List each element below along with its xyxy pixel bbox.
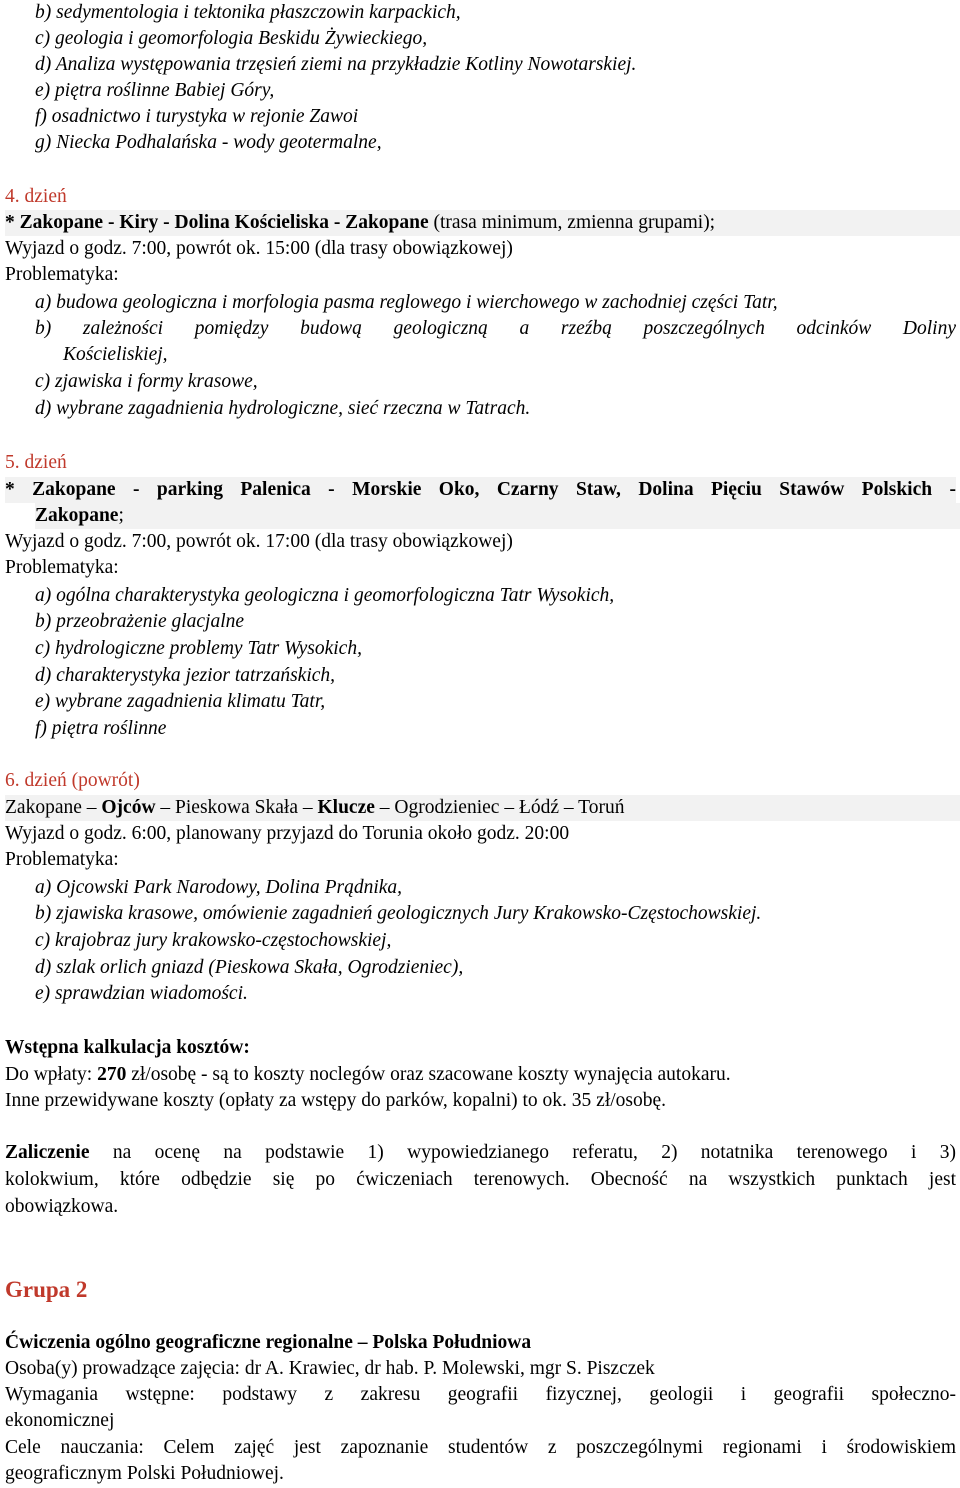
route-stop-bold: Ojców: [101, 797, 156, 818]
departure-text: Wyjazd o godz. 7:00, powrót ok. 17:00 (dla trasy obowiązkowej): [5, 531, 513, 552]
departure-text: Wyjazd o godz. 6:00, planowany przyjazd do Torunia około godz. 20:00: [5, 823, 570, 844]
costs-text: Do wpłaty:: [5, 1064, 98, 1085]
list-item: d) Analiza występowania trzęsień ziemi na przykładzie Kotliny Nowotarskiej.: [35, 54, 637, 75]
list-item: b) przeobrażenie glacjalne: [35, 611, 245, 632]
list-item: d) charakterystyka jezior tatrzańskich,: [35, 665, 336, 686]
list-item: f) osadnictwo i turystyka w rejonie Zawoi: [35, 106, 359, 127]
course-title: Ćwiczenia ogólno geograficzne regionalne – Polska Południowa: [5, 1332, 532, 1353]
list-item: c) geologia i geomorfologia Beskidu Żywieckiego,: [35, 28, 428, 49]
route-line-continuation: [35, 503, 960, 529]
route-line: [5, 795, 960, 821]
list-item: f) piętra roślinne: [35, 718, 167, 739]
problem-label: Problematyka:: [5, 849, 119, 870]
credit-paragraph: obowiązkowa.: [5, 1196, 119, 1217]
route-stop-bold: Klucze: [317, 797, 375, 818]
costs-text: zł/osobę - są to koszty noclegów oraz szacowane koszty wynajęcia autokaru.: [126, 1064, 731, 1085]
credit-paragraph: kolokwium, które odbędzie się po ćwiczeniach terenowych. Obecność na wszystkich punktach jest: [5, 1169, 956, 1190]
route-part: – Ogrodzieniec – Łódź – Toruń: [374, 797, 625, 818]
list-item: a) budowa geologiczna i morfologia pasma reglowego i wierchowego w zachodniej części Tatr,: [35, 292, 778, 313]
list-item: c) zjawiska i formy krasowe,: [35, 371, 258, 392]
costs-heading: Wstępna kalkulacja kosztów:: [5, 1037, 250, 1058]
list-item: c) hydrologiczne problemy Tatr Wysokich,: [35, 638, 362, 659]
list-item: g) Niecka Podhalańska - wody geotermalne,: [35, 132, 382, 153]
list-item: d) szlak orlich gniazd (Pieskowa Skała, Ogrodzieniec),: [35, 957, 464, 978]
day-heading: 4. dzień: [5, 186, 67, 207]
list-item: e) piętra roślinne Babiej Góry,: [35, 80, 275, 101]
list-item: d) wybrane zagadnienia hydrologiczne, sieć rzeczna w Tatrach.: [35, 398, 531, 419]
day-heading: 6. dzień (powrót): [5, 770, 140, 791]
route-punctuation: ;: [118, 505, 124, 526]
route-bold: * Zakopane - Kiry - Dolina Kościeliska - Zakopane: [5, 212, 429, 233]
problem-label: Problematyka:: [5, 264, 119, 285]
costs-line: [5, 1062, 731, 1088]
credit-paragraph: [5, 1140, 956, 1166]
instructors: Osoba(y) prowadzące zajęcia: dr A. Krawiec, dr hab. P. Molewski, mgr S. Piszczek: [5, 1358, 655, 1379]
route-line: * Zakopane - parking Palenica - Morskie Oko, Czarny Staw, Dolina Pięciu Stawów Polskich -: [5, 477, 956, 503]
route-bold: Zakopane: [35, 505, 119, 526]
goals: Cele nauczania: Celem zajęć jest zapoznanie studentów z poszczególnymi regionami i środowiskiem: [5, 1437, 956, 1458]
list-item: b) zależności pomiędzy budową geologiczną a rzeźbą poszczególnych odcinków Doliny: [35, 318, 956, 339]
list-item: a) Ojcowski Park Narodowy, Dolina Prądnika,: [35, 877, 403, 898]
costs-amount: 270: [97, 1064, 127, 1085]
requirements: Wymagania wstępne: podstawy z zakresu geografii fizycznej, geologii i geografii społeczno-: [5, 1384, 956, 1405]
credit-text: na ocenę na podstawie 1) wypowiedzianego referatu, 2) notatnika terenowego i 3): [89, 1142, 956, 1163]
route-note: (trasa minimum, zmienna grupami);: [428, 212, 716, 233]
list-item: b) zjawiska krasowe, omówienie zagadnień geologicznych Jury Krakowsko-Częstochowskiej.: [35, 903, 762, 924]
credit-bold: Zaliczenie: [5, 1142, 90, 1163]
departure-text: Wyjazd o godz. 7:00, powrót ok. 15:00 (dla trasy obowiązkowej): [5, 238, 513, 259]
route-line: [5, 210, 960, 236]
list-item: e) wybrane zagadnienia klimatu Tatr,: [35, 691, 326, 712]
requirements-continuation: ekonomicznej: [5, 1410, 115, 1431]
list-item: e) sprawdzian wiadomości.: [35, 983, 248, 1004]
list-item: a) ogólna charakterystyka geologiczna i geomorfologiczna Tatr Wysokich,: [35, 585, 615, 606]
list-item: b) sedymentologia i tektonika płaszczowin karpackich,: [35, 2, 461, 23]
route-part: – Pieskowa Skała –: [155, 797, 318, 818]
day-heading: 5. dzień: [5, 452, 67, 473]
list-item: c) krajobraz jury krakowsko-częstochowskiej,: [35, 930, 392, 951]
costs-line: Inne przewidywane koszty (opłaty za wstępy do parków, kopalni) to ok. 35 zł/osobę.: [5, 1090, 667, 1111]
problem-label: Problematyka:: [5, 557, 119, 578]
list-item-continuation: Kościeliskiej,: [63, 344, 168, 365]
route-part: Zakopane –: [5, 797, 102, 818]
goals-continuation: geograficznym Polski Południowej.: [5, 1463, 284, 1484]
group-title: Grupa 2: [5, 1277, 88, 1302]
